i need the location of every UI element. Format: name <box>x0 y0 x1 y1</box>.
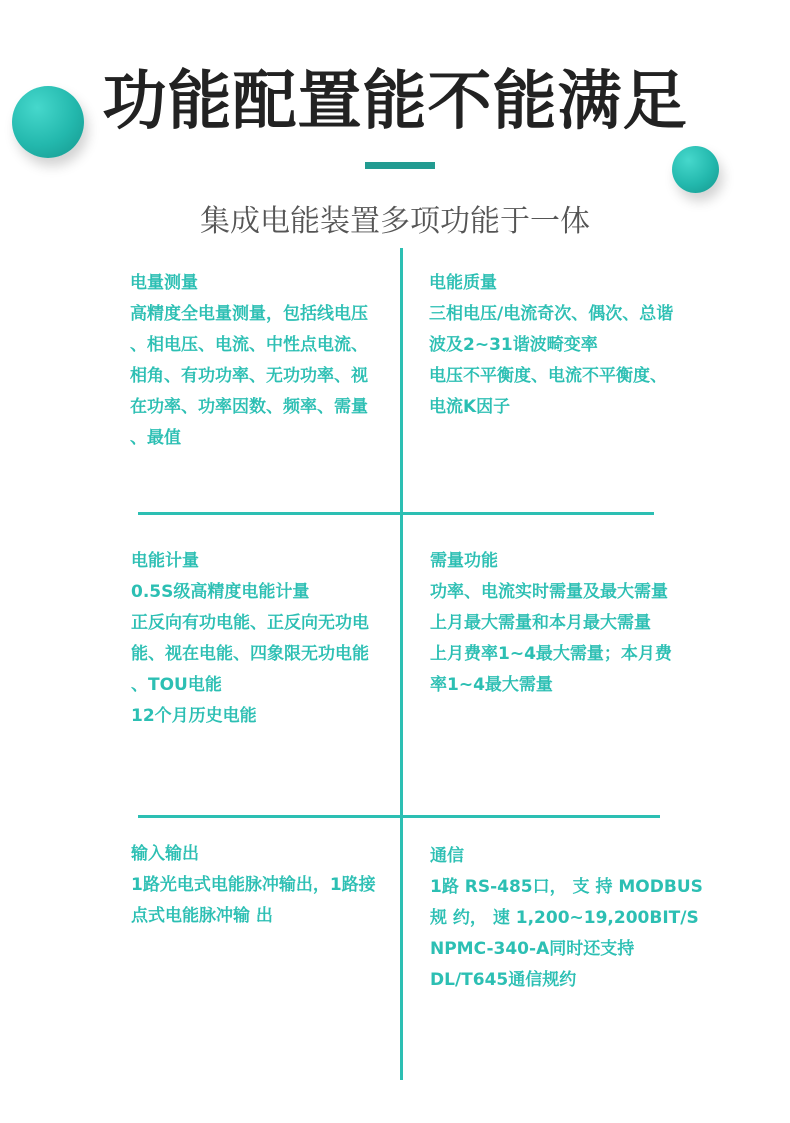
section-demand <box>430 546 700 701</box>
section-title: 输入输出 <box>131 844 199 864</box>
section-line: 波及2~31谐波畸变率 <box>429 335 598 355</box>
section-title: 电量测量 <box>130 273 198 293</box>
section-line: 电压不平衡度、电流不平衡度、 <box>429 366 667 386</box>
section-line: 、相电压、电流、中性点电流、 <box>130 335 368 355</box>
page-title: 功能配置能不能满足 <box>102 65 688 139</box>
section-line: 在功率、功率因数、频率、需量 <box>130 397 368 417</box>
section-line: 正反向有功电能、正反向无功电 <box>131 613 369 633</box>
horizontal-divider-2 <box>138 815 660 818</box>
page-subtitle: 集成电能装置多项功能于一体 <box>200 204 590 239</box>
section-line: 功率、电流实时需量及最大需量 <box>430 582 668 602</box>
section-communication <box>430 841 730 996</box>
section-title: 电能计量 <box>131 551 199 571</box>
section-line: 上月费率1~4最大需量；本月费 <box>430 644 672 664</box>
horizontal-divider-1 <box>138 512 654 515</box>
section-line: 电流K因子 <box>429 397 511 417</box>
section-measurement <box>130 268 392 454</box>
section-line: 12个月历史电能 <box>131 706 257 726</box>
section-title: 通信 <box>430 846 464 866</box>
section-line: 1路 RS-485口， 支 持 MODBUS <box>430 877 703 897</box>
section-line: 率1~4最大需量 <box>430 675 553 695</box>
decorative-ball-right <box>672 146 719 193</box>
vertical-divider <box>400 248 403 1080</box>
title-underline <box>365 162 435 169</box>
section-line: DL/T645通信规约 <box>430 970 577 990</box>
section-line: 三相电压/电流奇次、偶次、总谐 <box>429 304 674 324</box>
section-line: 规 约， 速 1,200~19,200BIT/S <box>430 908 699 928</box>
section-metering <box>131 546 393 732</box>
section-line: 高精度全电量测量，包括线电压 <box>130 304 368 324</box>
section-line: 相角、有功功率、无功功率、视 <box>130 366 368 386</box>
section-quality <box>429 268 699 423</box>
section-line: 0.5S级高精度电能计量 <box>131 582 310 602</box>
section-title: 电能质量 <box>429 273 497 293</box>
section-io <box>131 839 393 932</box>
section-line: 、最值 <box>130 428 181 448</box>
section-title: 需量功能 <box>430 551 498 571</box>
section-line: 能、视在电能、四象限无功电能 <box>131 644 369 664</box>
section-line: 、TOU电能 <box>131 675 222 695</box>
section-line: 上月最大需量和本月最大需量 <box>430 613 651 633</box>
section-line: 1路光电式电能脉冲输出，1路接 <box>131 875 376 895</box>
section-line: 点式电能脉冲输 出 <box>131 906 273 926</box>
section-line: NPMC-340-A同时还支持 <box>430 939 635 959</box>
